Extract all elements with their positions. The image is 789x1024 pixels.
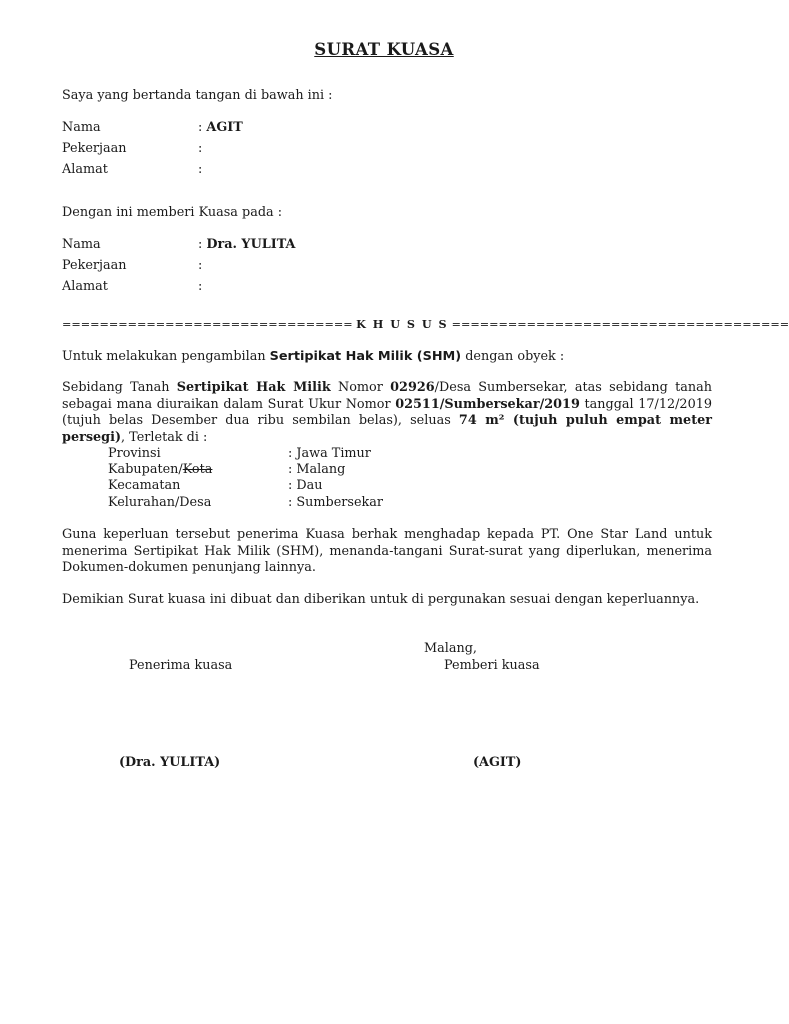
receiver-nama-value: Dra. YULITA xyxy=(206,237,296,252)
giver-pekerjaan-label: Pekerjaan xyxy=(62,141,127,156)
purpose-paragraph: Guna keperluan tersebut penerima Kuasa berhak menghadap kepada PT. One Star Land untuk menerima Sertipikat Hak Milik (SHM), menanda-tangani Surat-surat yang diperlukan, menerima Dokumen-dokumen penunjang lainnya. xyxy=(62,527,712,575)
grant-line: Dengan ini memberi Kuasa pada : xyxy=(62,205,283,220)
separator-center: K H U S U S xyxy=(356,317,449,331)
closing-paragraph: Demikian Surat kuasa ini dibuat dan diberikan untuk di pergunakan sesuai dengan keperluannya. xyxy=(62,592,700,607)
giver-alamat-label: Alamat xyxy=(62,162,108,177)
signature-place: Malang, xyxy=(424,641,477,656)
object-shm: Sertipikat Hak Milik xyxy=(176,380,331,395)
kabupaten-value: : Malang xyxy=(288,462,346,477)
receiver-pekerjaan-label: Pekerjaan xyxy=(62,258,127,273)
purpose-bold: Sertipikat Hak Milik (SHM) xyxy=(269,349,462,364)
receiver-pekerjaan-row: : xyxy=(198,258,203,273)
receiver-signature-name: (Dra. YULITA) xyxy=(119,755,221,770)
kecamatan-value: : Dau xyxy=(288,478,323,493)
object-text-3: /Desa Sumbersekar, atas sebidang tanah sebagai mana diuraikan dalam Surat Ukur Nomor xyxy=(62,380,712,412)
receiver-signature-label: Penerima kuasa xyxy=(129,658,233,673)
object-text-5: , Terletak di : xyxy=(121,429,208,445)
object-area: 74 m² (tujuh puluh empat meter persegi) xyxy=(62,413,712,445)
receiver-alamat-row: : xyxy=(198,279,203,294)
kabupaten-label xyxy=(108,462,212,478)
receiver-nama-label: Nama xyxy=(62,237,101,252)
kabupaten-label-a: Kabupaten/ xyxy=(108,462,183,477)
kelurahan-value: : Sumbersekar xyxy=(288,495,384,510)
receiver-nama-row: : Dra. YULITA xyxy=(198,237,296,252)
purpose-line xyxy=(62,349,564,365)
kabupaten-label-kota: Kota xyxy=(182,462,213,477)
kecamatan-label: Kecamatan xyxy=(108,478,181,493)
purpose-suffix: dengan obyek : xyxy=(461,349,565,364)
khusus-separator xyxy=(62,316,789,333)
giver-pekerjaan-row: : xyxy=(198,141,203,156)
giver-nama-label: Nama xyxy=(62,120,101,135)
provinsi-value: : Jawa Timur xyxy=(288,446,371,461)
giver-alamat-row: : xyxy=(198,162,203,177)
kelurahan-label: Kelurahan/Desa xyxy=(108,495,212,510)
object-text-1: Sebidang Tanah xyxy=(62,380,177,395)
object-text-4: tanggal 17/12/2019 (tujuh belas Desember dua ribu sembilan belas), seluas xyxy=(62,396,713,428)
intro-text: Saya yang bertanda tangan di bawah ini : xyxy=(62,88,333,103)
object-shm-number: 02926 xyxy=(390,380,435,395)
giver-nama-row: : AGIT xyxy=(198,120,243,135)
object-paragraph xyxy=(62,380,712,446)
giver-signature-name: (AGIT) xyxy=(473,755,522,770)
object-text-2: Nomor xyxy=(330,380,391,395)
giver-signature-label: Pemberi kuasa xyxy=(444,658,540,673)
purpose-prefix: Untuk melakukan pengambilan xyxy=(62,349,270,364)
document-title: SURAT KUASA xyxy=(314,40,454,59)
separator-right: ==================================== xyxy=(451,318,789,331)
separator-left: =============================== xyxy=(62,318,353,331)
giver-nama-value: AGIT xyxy=(206,120,243,135)
receiver-alamat-label: Alamat xyxy=(62,279,108,294)
provinsi-label: Provinsi xyxy=(108,446,161,461)
object-su-number: 02511/Sumbersekar/2019 xyxy=(395,396,580,412)
